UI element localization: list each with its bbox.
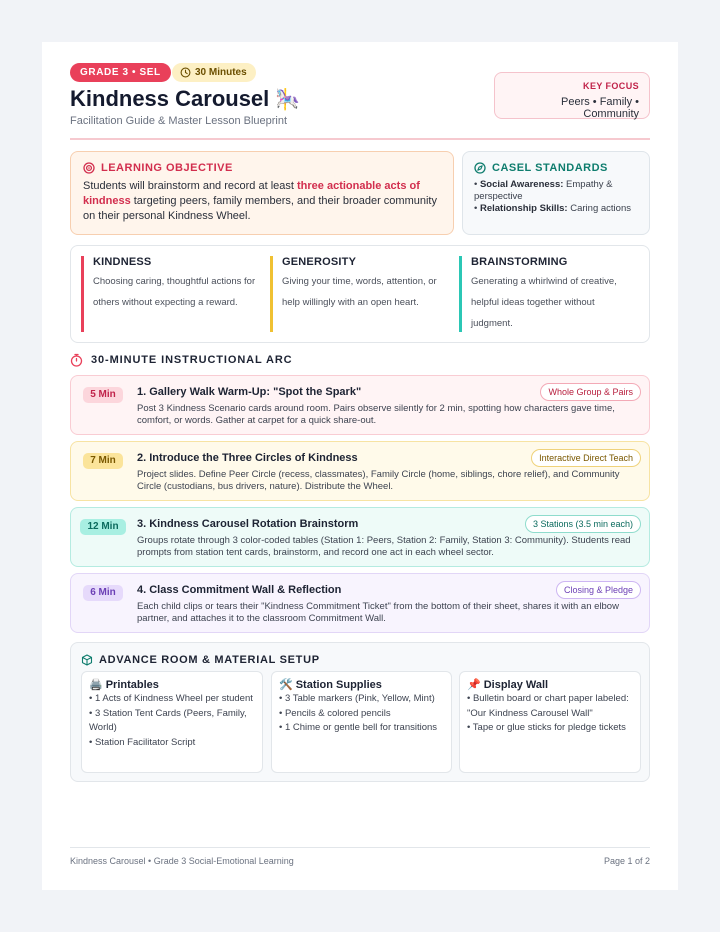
list-item: • Station Facilitator Script	[89, 736, 196, 748]
step-time-badge: 6 Min	[83, 585, 123, 601]
step-description: Groups rotate through 3 color-coded tables (Station 1: Peers, Station 2: Family, Station 3: Community). Students read prompts from station tent cards, brainstorm, and record one act in each wheel sector.	[137, 535, 631, 558]
concept-generosity	[270, 256, 446, 332]
carousel-icon: 🎠	[275, 88, 301, 111]
learning-objective-box	[70, 151, 454, 235]
duration-badge	[172, 63, 256, 82]
step-grouping-tag: Closing & Pledge	[556, 581, 641, 599]
key-focus-label: KEY FOCUS	[583, 81, 639, 91]
step-time-badge: 12 Min	[80, 519, 126, 535]
page-number: Page 1 of 2	[603, 856, 650, 866]
footer-title: Kindness Carousel • Grade 3 Social-Emotional Learning	[70, 856, 294, 866]
box-icon	[81, 654, 93, 666]
objective-text	[83, 179, 441, 224]
list-item: • Pencils & colored pencils	[279, 707, 391, 719]
objective-text-start: Students will brainstorm and record at least	[83, 180, 297, 192]
step-grouping-tag: Interactive Direct Teach	[531, 449, 641, 467]
step-grouping-tag: Whole Group & Pairs	[540, 383, 641, 401]
setup-card-title-text: Printables	[105, 678, 159, 691]
target-icon	[83, 162, 95, 174]
page-title-text: Kindness Carousel	[70, 86, 270, 111]
setup-card-title-text: Station Supplies	[295, 678, 382, 691]
arc-heading	[70, 353, 293, 367]
list-item: • 3 Station Tent Cards (Peers, Family, World)	[89, 707, 247, 733]
arc-step-4	[70, 573, 650, 633]
setup-card-title-text: Display Wall	[483, 678, 549, 691]
printer-icon: 🖨️	[89, 679, 103, 691]
grade-badge: GRADE 3 • SEL	[70, 63, 171, 82]
tools-icon: 🛠️	[279, 679, 293, 691]
concept-term: KINDNESS	[93, 256, 152, 268]
setup-card-title	[279, 678, 444, 691]
header-divider	[70, 138, 650, 140]
casel-item: • Relationship Skills: Caring actions	[474, 203, 631, 214]
arc-step-1	[70, 375, 650, 435]
key-focus-value: Peers • Family • Community	[561, 96, 639, 120]
clock-icon	[180, 67, 191, 78]
setup-card-title	[89, 678, 255, 691]
step-description: Post 3 Kindness Scenario cards around room. Pairs observe silently for 2 min, spotting how characters gave time, comfort, or words. Gather at carpet for a quick share-out.	[137, 403, 615, 426]
lesson-page	[42, 42, 678, 890]
concept-term: BRAINSTORMING	[471, 256, 568, 268]
list-item: • 1 Acts of Kindness Wheel per student	[89, 693, 253, 704]
setup-card-list	[467, 692, 633, 736]
casel-item-label: Relationship Skills:	[479, 203, 568, 214]
casel-heading	[474, 162, 638, 174]
list-item: • 3 Table markers (Pink, Yellow, Mint)	[279, 693, 435, 704]
setup-card-printables	[81, 671, 263, 773]
material-setup-box	[70, 642, 650, 782]
arc-heading-text: 30-MINUTE INSTRUCTIONAL ARC	[91, 354, 293, 366]
setup-heading	[81, 654, 320, 666]
step-time-badge: 7 Min	[83, 453, 123, 469]
list-item: • Tape or glue sticks for pledge tickets	[467, 722, 626, 733]
pushpin-icon: 📌	[467, 679, 481, 691]
casel-heading-text: CASEL STANDARDS	[492, 162, 608, 174]
step-title: 3. Kindness Carousel Rotation Brainstorm	[137, 518, 359, 530]
compass-icon	[474, 162, 486, 174]
step-grouping-tag: 3 Stations (3.5 min each)	[525, 515, 641, 533]
casel-standards-box	[462, 151, 650, 235]
objective-heading-text: LEARNING OBJECTIVE	[101, 162, 233, 174]
step-description: Project slides. Define Peer Circle (recess, classmates), Family Circle (home, siblings, chore relief), and Community Circle (custodians, bus drivers, nature). Distribute the Wheel.	[137, 469, 620, 492]
stopwatch-icon	[70, 353, 83, 367]
vocabulary-box	[70, 245, 650, 343]
footer-divider	[70, 847, 650, 848]
concept-brainstorming	[459, 256, 635, 332]
objective-highlight: three actionable acts of kindness	[83, 180, 420, 207]
step-title: 1. Gallery Walk Warm-Up: "Spot the Spark"	[137, 386, 362, 398]
casel-item: • Social Awareness: Empathy & perspective	[474, 179, 613, 202]
setup-card-title	[467, 678, 633, 691]
casel-item-text: Caring actions	[567, 203, 631, 214]
page-title	[70, 86, 300, 112]
step-title: 2. Introduce the Three Circles of Kindness	[137, 452, 358, 464]
concept-term: GENEROSITY	[282, 256, 357, 268]
step-description: Each child clips or tears their "Kindness Commitment Ticket" from the bottom of their sheet, shares it with an elbow partner, and attaches it to the classroom Commitment Wall.	[137, 601, 619, 624]
page-subtitle: Facilitation Guide & Master Lesson Blueprint	[70, 115, 288, 127]
concept-definition: Choosing caring, thoughtful actions for others without expecting a reward.	[93, 276, 256, 308]
setup-card-list	[279, 692, 444, 736]
duration-text: 30 Minutes	[195, 67, 247, 78]
arc-step-3	[70, 507, 650, 567]
list-item: • Bulletin board or chart paper labeled: "Our Kindness Carousel Wall"	[467, 693, 629, 719]
objective-heading	[83, 162, 441, 174]
list-item: • 1 Chime or gentle bell for transitions	[279, 722, 438, 733]
casel-item-label: Social Awareness:	[479, 179, 564, 190]
arc-step-2	[70, 441, 650, 501]
key-focus-box	[494, 72, 650, 119]
concept-definition: Generating a whirlwind of creative, helpful ideas together without judgment.	[471, 276, 617, 329]
setup-card-supplies	[271, 671, 452, 773]
casel-list	[474, 179, 638, 215]
step-time-badge: 5 Min	[83, 387, 123, 403]
concept-kindness	[81, 256, 257, 332]
concept-definition: Giving your time, words, attention, or help willingly with an open heart.	[282, 276, 437, 308]
setup-card-display	[459, 671, 641, 773]
casel-item-text: Empathy & perspective	[474, 179, 613, 202]
setup-heading-text: ADVANCE ROOM & MATERIAL SETUP	[99, 654, 320, 666]
objective-text-end: targeting peers, family members, and their broader community on their personal Kindness Wheel.	[83, 195, 437, 222]
step-title: 4. Class Commitment Wall & Reflection	[137, 584, 342, 596]
setup-card-list	[89, 692, 255, 750]
